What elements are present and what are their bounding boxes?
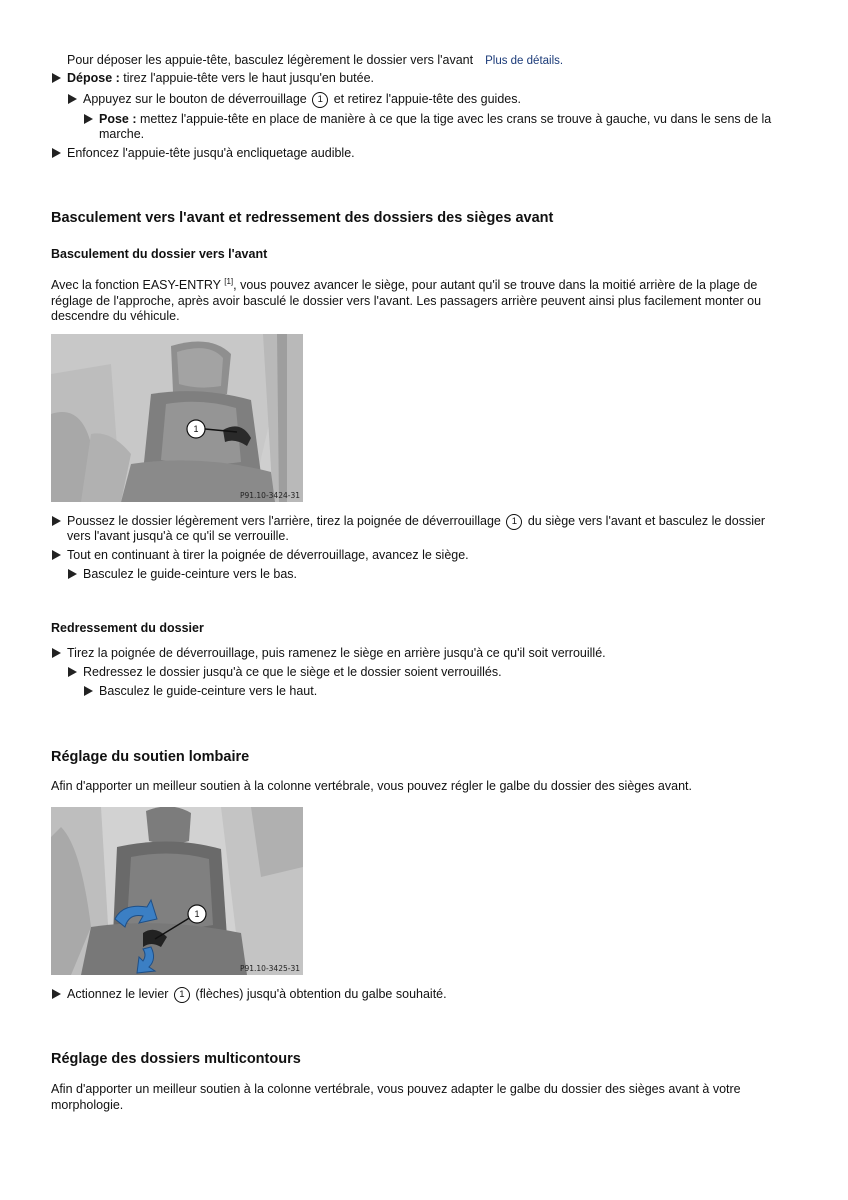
multicontour-paragraph: Afin d'apporter un meilleur soutien à la colonne vertébrale, vous pouvez adapter le galbe du dossier des sièges avant à votre morphologie. xyxy=(51,1082,741,1112)
subsection-title-raise: Redressement du dossier xyxy=(51,621,204,635)
callout-1-icon: 1 xyxy=(506,514,522,530)
fold-step-push-cont: vers l'avant jusqu'à ce qu'il se verrouille. xyxy=(67,529,289,543)
step-arrow-icon xyxy=(84,686,93,696)
step-arrow-icon xyxy=(52,648,61,658)
callout-1-icon: 1 xyxy=(312,92,328,108)
blue-arrows-icon xyxy=(51,807,303,975)
fold-step-push: Poussez le dossier légèrement vers l'arrière, tirez la poignée de déverrouillage 1 du siège vers l'avant et basculez le dossier xyxy=(67,514,766,528)
lumbar-paragraph: Afin d'apporter un meilleur soutien à la colonne vertébrale, vous pouvez régler le galbe du dossier des sièges avant. xyxy=(51,779,692,793)
step-arrow-icon xyxy=(52,989,61,999)
callout-label: 1 xyxy=(193,424,199,434)
headrest-step-press: Enfoncez l'appuie-tête jusqu'à encliquetage audible. xyxy=(67,146,355,160)
raise-step-pull: Tirez la poignée de déverrouillage, puis ramenez le siège en arrière jusqu'à ce qu'il soit verrouillé. xyxy=(67,646,606,660)
callout-label: 1 xyxy=(194,909,200,919)
seat-fold-figure xyxy=(51,334,303,502)
lumbar-figure xyxy=(51,807,303,975)
callout-1-icon: 1 xyxy=(174,987,190,1003)
raise-step-belt-up: Basculez le guide-ceinture vers le haut. xyxy=(99,684,318,698)
subsection-title-fold-forward: Basculement du dossier vers l'avant xyxy=(51,247,268,261)
step-arrow-icon xyxy=(52,516,61,526)
figure-code: P91.10-3424-31 xyxy=(239,491,300,500)
headrest-step-install-cont: marche. xyxy=(99,127,145,141)
step-arrow-icon xyxy=(52,148,61,158)
headrest-step-install: Pose : mettez l'appuie-tête en place de manière à ce que la tige avec les crans se trouve à gauche, vu dans le sens de la xyxy=(99,112,772,126)
raise-step-straighten: Redressez le dossier jusqu'à ce que le siège et le dossier soient verrouillés. xyxy=(83,665,502,679)
fold-step-belt-down: Basculez le guide-ceinture vers le bas. xyxy=(83,567,298,581)
figure-code: P91.10-3425-31 xyxy=(239,964,300,973)
step-arrow-icon xyxy=(68,94,77,104)
section-title-fold: Basculement vers l'avant et redressement des dossiers des sièges avant xyxy=(51,210,554,226)
step-arrow-icon xyxy=(52,73,61,83)
fold-paragraph: Avec la fonction EASY-ENTRY [1], vous pouvez avancer le siège, pour autant qu'il se trouve dans la moitié arrière de la plage de réglage de l'approche, après avoir basculé le dossier vers l'avant. Les passagers arrière peuvent ainsi plus facilement monter ou descendre du véhicule. xyxy=(51,277,762,323)
fold-step-advance: Tout en continuant à tirer la poignée de déverrouillage, avancez le siège. xyxy=(67,548,469,562)
lumbar-step-lever: Actionnez le levier 1 (flèches) jusqu'à obtention du galbe souhaité. xyxy=(67,987,447,1001)
step-arrow-icon xyxy=(68,667,77,677)
headrest-intro: Pour déposer les appuie-tête, basculez légèrement le dossier vers l'avant Plus de détails. xyxy=(67,53,564,67)
step-arrow-icon xyxy=(52,550,61,560)
section-title-lumbar: Réglage du soutien lombaire xyxy=(51,749,250,765)
more-details-link[interactable]: Plus de détails. xyxy=(485,55,564,67)
section-title-multicontour: Réglage des dossiers multicontours xyxy=(51,1051,301,1067)
step-arrow-icon xyxy=(84,114,93,124)
headrest-step-removal: Dépose : tirez l'appuie-tête vers le haut jusqu'en butée. xyxy=(67,71,375,85)
callout-leader-line xyxy=(51,334,303,502)
step-arrow-icon xyxy=(68,569,77,579)
headrest-step-release: Appuyez sur le bouton de déverrouillage 1 et retirez l'appuie-tête des guides. xyxy=(83,92,521,106)
